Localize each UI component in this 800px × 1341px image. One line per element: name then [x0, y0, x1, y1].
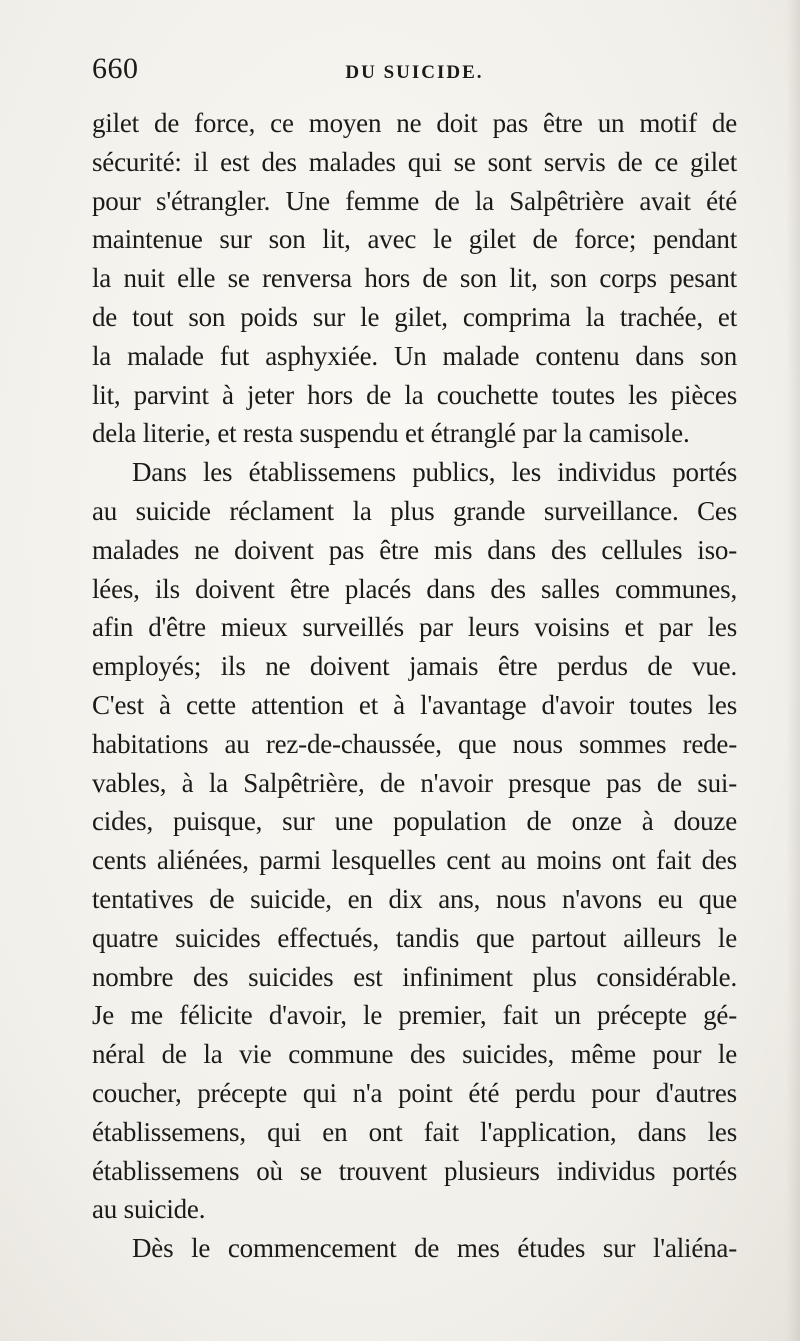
text-line: gilet de force, ce moyen ne doit pas être un motif de: [92, 108, 737, 138]
text-line: la malade fut asphyxiée. Un malade contenu dans son: [92, 340, 737, 371]
paragraph-first-line: Dans les établissemens publics, les individus portés: [132, 457, 737, 488]
text-line: dela literie, et resta suspendu et étranglé par la camisole.: [92, 418, 690, 449]
text-line: établissemens, qui en ont fait l'application, dans les: [92, 1116, 737, 1147]
text-line: afin d'être mieux surveillés par leurs voisins et par les: [92, 612, 737, 643]
text-line: habitations au rez-de-chaussée, que nous sommes rede-: [92, 728, 737, 759]
text-line: nombre des suicides est infiniment plus considérable.: [92, 961, 737, 992]
text-line: Je me félicite d'avoir, le premier, fait un précepte gé-: [92, 1000, 737, 1031]
text-line: quatre suicides effectués, tandis que partout ailleurs le: [92, 922, 737, 953]
text-line: de tout son poids sur le gilet, comprima la trachée, et: [92, 301, 737, 332]
text-line: lit, parvint à jeter hors de la couchette toutes les pièces: [92, 379, 737, 410]
page-number: 660: [92, 52, 139, 85]
text-line: employés; ils ne doivent jamais être perdus de vue.: [92, 651, 737, 682]
text-line: coucher, précepte qui n'a point été perdu pour d'autres: [92, 1077, 737, 1108]
text-line: au suicide réclament la plus grande surveillance. Ces: [92, 495, 737, 526]
text-line: C'est à cette attention et à l'avantage d'avoir toutes les: [92, 689, 737, 720]
running-title: DU SUICIDE.: [345, 62, 484, 83]
text-line: malades ne doivent pas être mis dans des cellules iso-: [92, 534, 737, 565]
body-text: [92, 104, 737, 1268]
text-line: cides, puisque, sur une population de onze à douze: [92, 806, 737, 837]
text-line: la nuit elle se renversa hors de son lit, son corps pesant: [92, 263, 737, 294]
text-line: néral de la vie commune des suicides, même pour le: [92, 1039, 737, 1070]
text-line: établissemens où se trouvent plusieurs individus portés: [92, 1155, 737, 1186]
text-line: maintenue sur son lit, avec le gilet de force; pendant: [92, 224, 737, 255]
text-line: au suicide.: [92, 1194, 206, 1225]
text-line: pour s'étrangler. Une femme de la Salpêtrière avait été: [92, 185, 737, 216]
text-line: sécurité: il est des malades qui se sont servis de ce gilet: [92, 146, 737, 177]
text-line: cents aliénées, parmi lesquelles cent au moins ont fait des: [92, 845, 737, 876]
running-head: [92, 52, 737, 92]
paragraph-first-line: Dès le commencement de mes études sur l'aliéna-: [132, 1233, 737, 1264]
text-line: lées, ils doivent être placés dans des salles communes,: [92, 573, 737, 604]
text-line: vables, à la Salpêtrière, de n'avoir presque pas de sui-: [92, 767, 737, 798]
page-edge-shadow: [786, 0, 800, 1341]
text-line: tentatives de suicide, en dix ans, nous n'avons eu que: [92, 883, 737, 914]
